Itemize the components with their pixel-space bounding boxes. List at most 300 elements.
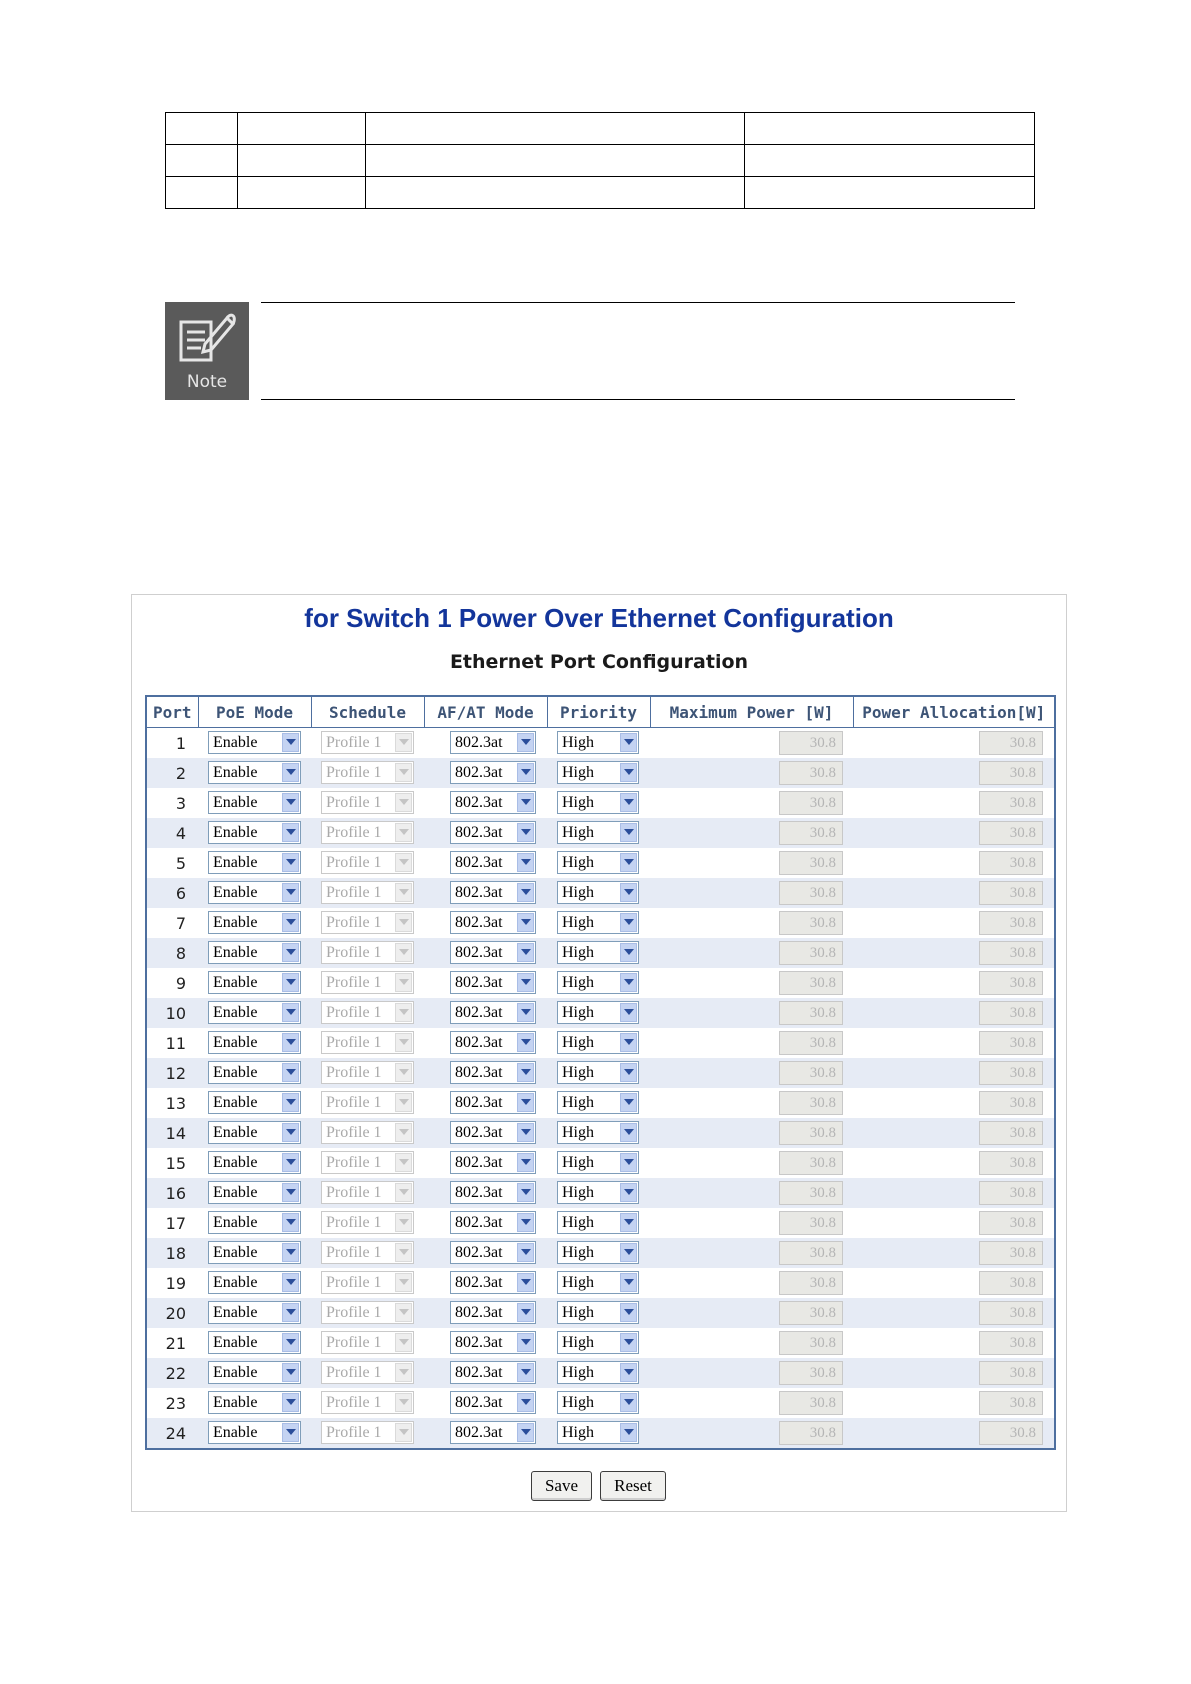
chevron-down-icon[interactable] — [620, 733, 637, 752]
afat-mode-cell — [424, 758, 547, 788]
schedule-select — [321, 1421, 414, 1444]
max-power-field: 30.8 — [779, 1031, 843, 1055]
power-allocation-field: 30.8 — [979, 971, 1043, 995]
poe-mode-select[interactable] — [208, 851, 301, 874]
chevron-down-icon[interactable] — [517, 1153, 534, 1172]
max-power-cell — [650, 1088, 853, 1118]
poe-mode-cell — [198, 1148, 311, 1178]
chevron-down-icon[interactable] — [282, 883, 299, 902]
priority-select[interactable] — [557, 1241, 639, 1264]
max-power-cell — [650, 878, 853, 908]
chevron-down-icon[interactable] — [620, 1003, 637, 1022]
afat-mode-cell — [424, 818, 547, 848]
chevron-down-icon[interactable] — [282, 1033, 299, 1052]
max-power-field: 30.8 — [779, 1241, 843, 1265]
chevron-down-icon[interactable] — [517, 883, 534, 902]
table-row — [147, 788, 1054, 818]
select-value: High — [562, 1094, 594, 1111]
select-value: Profile 1 — [326, 884, 382, 901]
afat-mode-select[interactable] — [450, 731, 536, 754]
chevron-down-icon[interactable] — [282, 973, 299, 992]
poe-mode-select[interactable] — [208, 911, 301, 934]
afat-mode-select[interactable] — [450, 1121, 536, 1144]
poe-mode-select[interactable] — [208, 1031, 301, 1054]
schedule-cell — [311, 908, 424, 938]
poe-mode-select[interactable] — [208, 941, 301, 964]
reset-button[interactable]: Reset — [600, 1471, 666, 1501]
chevron-down-icon — [395, 1123, 412, 1142]
port-number: 12 — [147, 1058, 198, 1088]
priority-cell — [547, 1298, 650, 1328]
priority-cell — [547, 1328, 650, 1358]
port-number: 9 — [175, 973, 186, 993]
max-power-field: 30.8 — [779, 761, 843, 785]
afat-mode-select[interactable] — [450, 1241, 536, 1264]
afat-mode-cell — [424, 908, 547, 938]
chevron-down-icon[interactable] — [620, 943, 637, 962]
chevron-down-icon[interactable] — [620, 1123, 637, 1142]
priority-cell — [547, 848, 650, 878]
schedule-cell — [311, 1268, 424, 1298]
chevron-down-icon[interactable] — [517, 823, 534, 842]
priority-select[interactable] — [557, 731, 639, 754]
chevron-down-icon[interactable] — [517, 1393, 534, 1412]
select-value: High — [562, 1064, 594, 1081]
chevron-down-icon[interactable] — [517, 1423, 534, 1442]
power-allocation-field: 30.8 — [979, 731, 1043, 755]
chevron-down-icon[interactable] — [282, 1423, 299, 1442]
afat-mode-cell — [424, 1118, 547, 1148]
poe-mode-select[interactable] — [208, 1271, 301, 1294]
chevron-down-icon — [395, 1243, 412, 1262]
schedule-cell — [311, 998, 424, 1028]
afat-mode-select[interactable] — [450, 911, 536, 934]
afat-mode-select[interactable] — [450, 881, 536, 904]
chevron-down-icon[interactable] — [620, 1063, 637, 1082]
poe-mode-cell — [198, 878, 311, 908]
chevron-down-icon[interactable] — [282, 1213, 299, 1232]
chevron-down-icon[interactable] — [517, 973, 534, 992]
poe-mode-select[interactable] — [208, 1331, 301, 1354]
document-table-cell — [745, 145, 1035, 177]
max-power-field: 30.8 — [779, 1301, 843, 1325]
priority-select[interactable] — [557, 761, 639, 784]
chevron-down-icon[interactable] — [282, 823, 299, 842]
column-header: Schedule — [311, 697, 424, 728]
max-power-cell — [650, 848, 853, 878]
max-power-field: 30.8 — [779, 1361, 843, 1385]
power-allocation-cell — [853, 968, 1054, 998]
priority-select[interactable] — [557, 1301, 639, 1324]
priority-select[interactable] — [557, 1391, 639, 1414]
chevron-down-icon[interactable] — [282, 943, 299, 962]
table-row — [147, 1208, 1054, 1238]
select-value: Enable — [213, 1064, 258, 1081]
priority-select[interactable] — [557, 1331, 639, 1354]
priority-select[interactable] — [557, 1151, 639, 1174]
afat-mode-select[interactable] — [450, 971, 536, 994]
poe-mode-select[interactable] — [208, 1211, 301, 1234]
select-value: High — [562, 1394, 594, 1411]
poe-mode-cell — [198, 1418, 311, 1448]
chevron-down-icon[interactable] — [282, 913, 299, 932]
chevron-down-icon[interactable] — [282, 763, 299, 782]
max-power-field: 30.8 — [779, 1121, 843, 1145]
select-value: Enable — [213, 794, 258, 811]
select-value: 802.3at — [455, 764, 503, 781]
select-value: High — [562, 1004, 594, 1021]
priority-select[interactable] — [557, 851, 639, 874]
priority-select[interactable] — [557, 941, 639, 964]
max-power-cell — [650, 1268, 853, 1298]
chevron-down-icon[interactable] — [282, 1183, 299, 1202]
chevron-down-icon[interactable] — [517, 1363, 534, 1382]
poe-mode-select[interactable] — [208, 1151, 301, 1174]
select-value: 802.3at — [455, 794, 503, 811]
document-table-cell — [238, 113, 366, 145]
max-power-field: 30.8 — [779, 1181, 843, 1205]
poe-mode-select[interactable] — [208, 1391, 301, 1414]
poe-mode-select[interactable] — [208, 1301, 301, 1324]
afat-mode-select[interactable] — [450, 1391, 536, 1414]
port-number: 24 — [147, 1418, 198, 1448]
priority-select[interactable] — [557, 1031, 639, 1054]
priority-select[interactable] — [557, 791, 639, 814]
chevron-down-icon[interactable] — [620, 1363, 637, 1382]
afat-mode-select[interactable] — [450, 761, 536, 784]
chevron-down-icon[interactable] — [620, 853, 637, 872]
poe-mode-select[interactable] — [208, 1241, 301, 1264]
select-value: 802.3at — [455, 1424, 503, 1441]
poe-mode-select[interactable] — [208, 1421, 301, 1444]
select-value: Enable — [213, 1364, 258, 1381]
poe-mode-select[interactable] — [208, 971, 301, 994]
poe-mode-select[interactable] — [208, 1061, 301, 1084]
chevron-down-icon[interactable] — [517, 1333, 534, 1352]
afat-mode-select[interactable] — [450, 1211, 536, 1234]
priority-select[interactable] — [557, 911, 639, 934]
select-value: Enable — [213, 1304, 258, 1321]
chevron-down-icon[interactable] — [282, 1093, 299, 1112]
select-value: Profile 1 — [326, 1004, 382, 1021]
select-value: Profile 1 — [326, 1334, 382, 1351]
power-allocation-field: 30.8 — [979, 1181, 1043, 1205]
chevron-down-icon[interactable] — [282, 1243, 299, 1262]
priority-select[interactable] — [557, 1211, 639, 1234]
afat-mode-select[interactable] — [450, 1091, 536, 1114]
afat-mode-select[interactable] — [450, 1361, 536, 1384]
chevron-down-icon[interactable] — [620, 973, 637, 992]
select-value: Enable — [213, 884, 258, 901]
column-header: Maximum Power [W] — [650, 697, 853, 728]
afat-mode-select[interactable] — [450, 1061, 536, 1084]
afat-mode-cell — [424, 1088, 547, 1118]
chevron-down-icon[interactable] — [620, 1303, 637, 1322]
select-value: Enable — [213, 764, 258, 781]
afat-mode-cell — [424, 998, 547, 1028]
power-allocation-cell — [853, 1328, 1054, 1358]
select-value: High — [562, 974, 594, 991]
max-power-cell — [650, 1058, 853, 1088]
schedule-cell — [311, 1178, 424, 1208]
table-row — [147, 878, 1054, 908]
chevron-down-icon[interactable] — [620, 763, 637, 782]
select-value: Enable — [213, 944, 258, 961]
chevron-down-icon[interactable] — [282, 1393, 299, 1412]
max-power-cell — [650, 1028, 853, 1058]
port-number: 4 — [147, 818, 198, 848]
poe-mode-select[interactable] — [208, 1361, 301, 1384]
page-title: for Switch 1 Power Over Ethernet Configuration — [304, 603, 894, 633]
chevron-down-icon[interactable] — [282, 1333, 299, 1352]
port-number: 1 — [175, 733, 186, 753]
afat-mode-select[interactable] — [450, 1031, 536, 1054]
poe-mode-cell — [198, 1118, 311, 1148]
chevron-down-icon[interactable] — [620, 1183, 637, 1202]
poe-mode-select[interactable] — [208, 761, 301, 784]
max-power-cell — [650, 908, 853, 938]
priority-select[interactable] — [557, 821, 639, 844]
chevron-down-icon[interactable] — [620, 1273, 637, 1292]
select-value: Enable — [213, 914, 258, 931]
port-number: 19 — [165, 1273, 186, 1293]
max-power-cell — [650, 968, 853, 998]
chevron-down-icon[interactable] — [517, 943, 534, 962]
chevron-down-icon[interactable] — [517, 1273, 534, 1292]
column-header: AF/AT Mode — [424, 697, 547, 728]
port-number: 21 — [165, 1333, 186, 1353]
chevron-down-icon — [395, 793, 412, 812]
table-row — [147, 1418, 1054, 1448]
save-button[interactable]: Save — [531, 1471, 592, 1501]
select-value: High — [562, 824, 594, 841]
chevron-down-icon[interactable] — [620, 1213, 637, 1232]
priority-cell — [547, 1118, 650, 1148]
chevron-down-icon[interactable] — [282, 853, 299, 872]
power-allocation-field: 30.8 — [979, 1361, 1043, 1385]
chevron-down-icon[interactable] — [517, 1213, 534, 1232]
chevron-down-icon[interactable] — [620, 823, 637, 842]
schedule-select — [321, 1121, 414, 1144]
chevron-down-icon[interactable] — [517, 1093, 534, 1112]
chevron-down-icon[interactable] — [282, 1123, 299, 1142]
max-power-cell — [650, 938, 853, 968]
priority-cell — [547, 1028, 650, 1058]
table-row — [147, 998, 1054, 1028]
power-allocation-field: 30.8 — [979, 1121, 1043, 1145]
chevron-down-icon[interactable] — [620, 883, 637, 902]
port-number: 14 — [147, 1118, 198, 1148]
chevron-down-icon — [395, 1183, 412, 1202]
select-value: 802.3at — [455, 1364, 503, 1381]
chevron-down-icon[interactable] — [517, 1033, 534, 1052]
priority-select[interactable] — [557, 1091, 639, 1114]
schedule-select — [321, 851, 414, 874]
chevron-down-icon[interactable] — [517, 1303, 534, 1322]
afat-mode-cell — [424, 968, 547, 998]
chevron-down-icon[interactable] — [282, 1363, 299, 1382]
chevron-down-icon[interactable] — [620, 1033, 637, 1052]
power-allocation-cell — [853, 1088, 1054, 1118]
power-allocation-cell — [853, 818, 1054, 848]
priority-select[interactable] — [557, 1061, 639, 1084]
afat-mode-select[interactable] — [450, 1151, 536, 1174]
priority-select[interactable] — [557, 1271, 639, 1294]
chevron-down-icon — [395, 763, 412, 782]
afat-mode-select[interactable] — [450, 1331, 536, 1354]
chevron-down-icon[interactable] — [517, 1243, 534, 1262]
afat-mode-select[interactable] — [450, 1301, 536, 1324]
chevron-down-icon[interactable] — [282, 1153, 299, 1172]
afat-mode-cell — [424, 1058, 547, 1088]
chevron-down-icon[interactable] — [517, 1063, 534, 1082]
chevron-down-icon[interactable] — [517, 1003, 534, 1022]
chevron-down-icon — [395, 1093, 412, 1112]
chevron-down-icon[interactable] — [517, 1123, 534, 1142]
chevron-down-icon[interactable] — [620, 1093, 637, 1112]
priority-select[interactable] — [557, 1121, 639, 1144]
chevron-down-icon[interactable] — [620, 1333, 637, 1352]
max-power-cell — [650, 1238, 853, 1268]
priority-select[interactable] — [557, 971, 639, 994]
afat-mode-cell — [424, 728, 547, 759]
table-row — [147, 728, 1054, 759]
poe-mode-select[interactable] — [208, 821, 301, 844]
chevron-down-icon[interactable] — [282, 1303, 299, 1322]
afat-mode-select[interactable] — [450, 1181, 536, 1204]
chevron-down-icon[interactable] — [282, 1063, 299, 1082]
select-value: Enable — [213, 1214, 258, 1231]
poe-mode-select[interactable] — [208, 791, 301, 814]
power-allocation-field: 30.8 — [979, 821, 1043, 845]
poe-mode-select[interactable] — [208, 1091, 301, 1114]
schedule-select — [321, 941, 414, 964]
chevron-down-icon[interactable] — [517, 1183, 534, 1202]
schedule-cell — [311, 1418, 424, 1448]
afat-mode-select[interactable] — [450, 1001, 536, 1024]
poe-mode-select[interactable] — [208, 881, 301, 904]
afat-mode-select[interactable] — [450, 851, 536, 874]
power-allocation-cell — [853, 1298, 1054, 1328]
select-value: High — [562, 734, 594, 751]
chevron-down-icon[interactable] — [282, 1273, 299, 1292]
afat-mode-cell — [424, 1178, 547, 1208]
chevron-down-icon[interactable] — [620, 1423, 637, 1442]
chevron-down-icon[interactable] — [620, 1243, 637, 1262]
select-value: Profile 1 — [326, 1034, 382, 1051]
chevron-down-icon[interactable] — [517, 733, 534, 752]
note-icon — [165, 302, 249, 400]
schedule-select — [321, 791, 414, 814]
poe-mode-cell — [198, 818, 311, 848]
afat-mode-cell — [424, 1148, 547, 1178]
schedule-cell — [311, 1298, 424, 1328]
max-power-field: 30.8 — [779, 821, 843, 845]
max-power-cell — [650, 818, 853, 848]
select-value: High — [562, 914, 594, 931]
select-value: Profile 1 — [326, 854, 382, 871]
max-power-cell — [650, 1418, 853, 1448]
select-value: Enable — [213, 1274, 258, 1291]
select-value: Profile 1 — [326, 1274, 382, 1291]
afat-mode-cell — [424, 878, 547, 908]
select-value: 802.3at — [455, 974, 503, 991]
priority-select[interactable] — [557, 1421, 639, 1444]
chevron-down-icon[interactable] — [517, 913, 534, 932]
power-allocation-cell — [853, 1358, 1054, 1388]
chevron-down-icon[interactable] — [282, 793, 299, 812]
afat-mode-cell — [424, 1418, 547, 1448]
select-value: High — [562, 1244, 594, 1261]
chevron-down-icon[interactable] — [517, 853, 534, 872]
power-allocation-field: 30.8 — [979, 1001, 1043, 1025]
select-value: 802.3at — [455, 1184, 503, 1201]
port-number: 11 — [165, 1033, 186, 1053]
power-allocation-field: 30.8 — [979, 1091, 1043, 1115]
priority-select[interactable] — [557, 1181, 639, 1204]
document-table — [165, 112, 1035, 209]
power-allocation-field: 30.8 — [979, 1211, 1043, 1235]
select-value: Enable — [213, 734, 258, 751]
priority-select[interactable] — [557, 1361, 639, 1384]
select-value: Enable — [213, 1004, 258, 1021]
max-power-cell — [650, 1298, 853, 1328]
poe-mode-select[interactable] — [208, 1121, 301, 1144]
chevron-down-icon — [395, 1063, 412, 1082]
poe-mode-select[interactable] — [208, 1001, 301, 1024]
schedule-cell — [311, 1238, 424, 1268]
table-row — [147, 968, 1054, 998]
afat-mode-cell — [424, 788, 547, 818]
afat-mode-select[interactable] — [450, 1421, 536, 1444]
power-allocation-cell — [853, 1208, 1054, 1238]
table-row — [147, 1298, 1054, 1328]
afat-mode-select[interactable] — [450, 791, 536, 814]
power-allocation-field: 30.8 — [979, 911, 1043, 935]
chevron-down-icon[interactable] — [620, 793, 637, 812]
select-value: 802.3at — [455, 734, 503, 751]
chevron-down-icon[interactable] — [282, 1003, 299, 1022]
schedule-select — [321, 911, 414, 934]
poe-mode-cell — [198, 1238, 311, 1268]
port-number: 6 — [147, 878, 198, 908]
priority-select[interactable] — [557, 881, 639, 904]
priority-select[interactable] — [557, 1001, 639, 1024]
document-table-cell — [166, 113, 238, 145]
select-value: 802.3at — [455, 824, 503, 841]
afat-mode-select[interactable] — [450, 1271, 536, 1294]
poe-mode-cell — [198, 1028, 311, 1058]
priority-cell — [547, 968, 650, 998]
schedule-cell — [311, 1118, 424, 1148]
max-power-cell — [650, 1358, 853, 1388]
chevron-down-icon[interactable] — [620, 1393, 637, 1412]
chevron-down-icon[interactable] — [620, 913, 637, 932]
chevron-down-icon — [395, 823, 412, 842]
poe-mode-select[interactable] — [208, 731, 301, 754]
chevron-down-icon[interactable] — [517, 763, 534, 782]
afat-mode-select[interactable] — [450, 941, 536, 964]
schedule-select — [321, 1091, 414, 1114]
chevron-down-icon[interactable] — [282, 733, 299, 752]
afat-mode-select[interactable] — [450, 821, 536, 844]
chevron-down-icon[interactable] — [517, 793, 534, 812]
poe-mode-select[interactable] — [208, 1181, 301, 1204]
power-allocation-field: 30.8 — [979, 791, 1043, 815]
poe-mode-cell — [198, 728, 311, 759]
power-allocation-field: 30.8 — [979, 851, 1043, 875]
chevron-down-icon[interactable] — [620, 1153, 637, 1172]
